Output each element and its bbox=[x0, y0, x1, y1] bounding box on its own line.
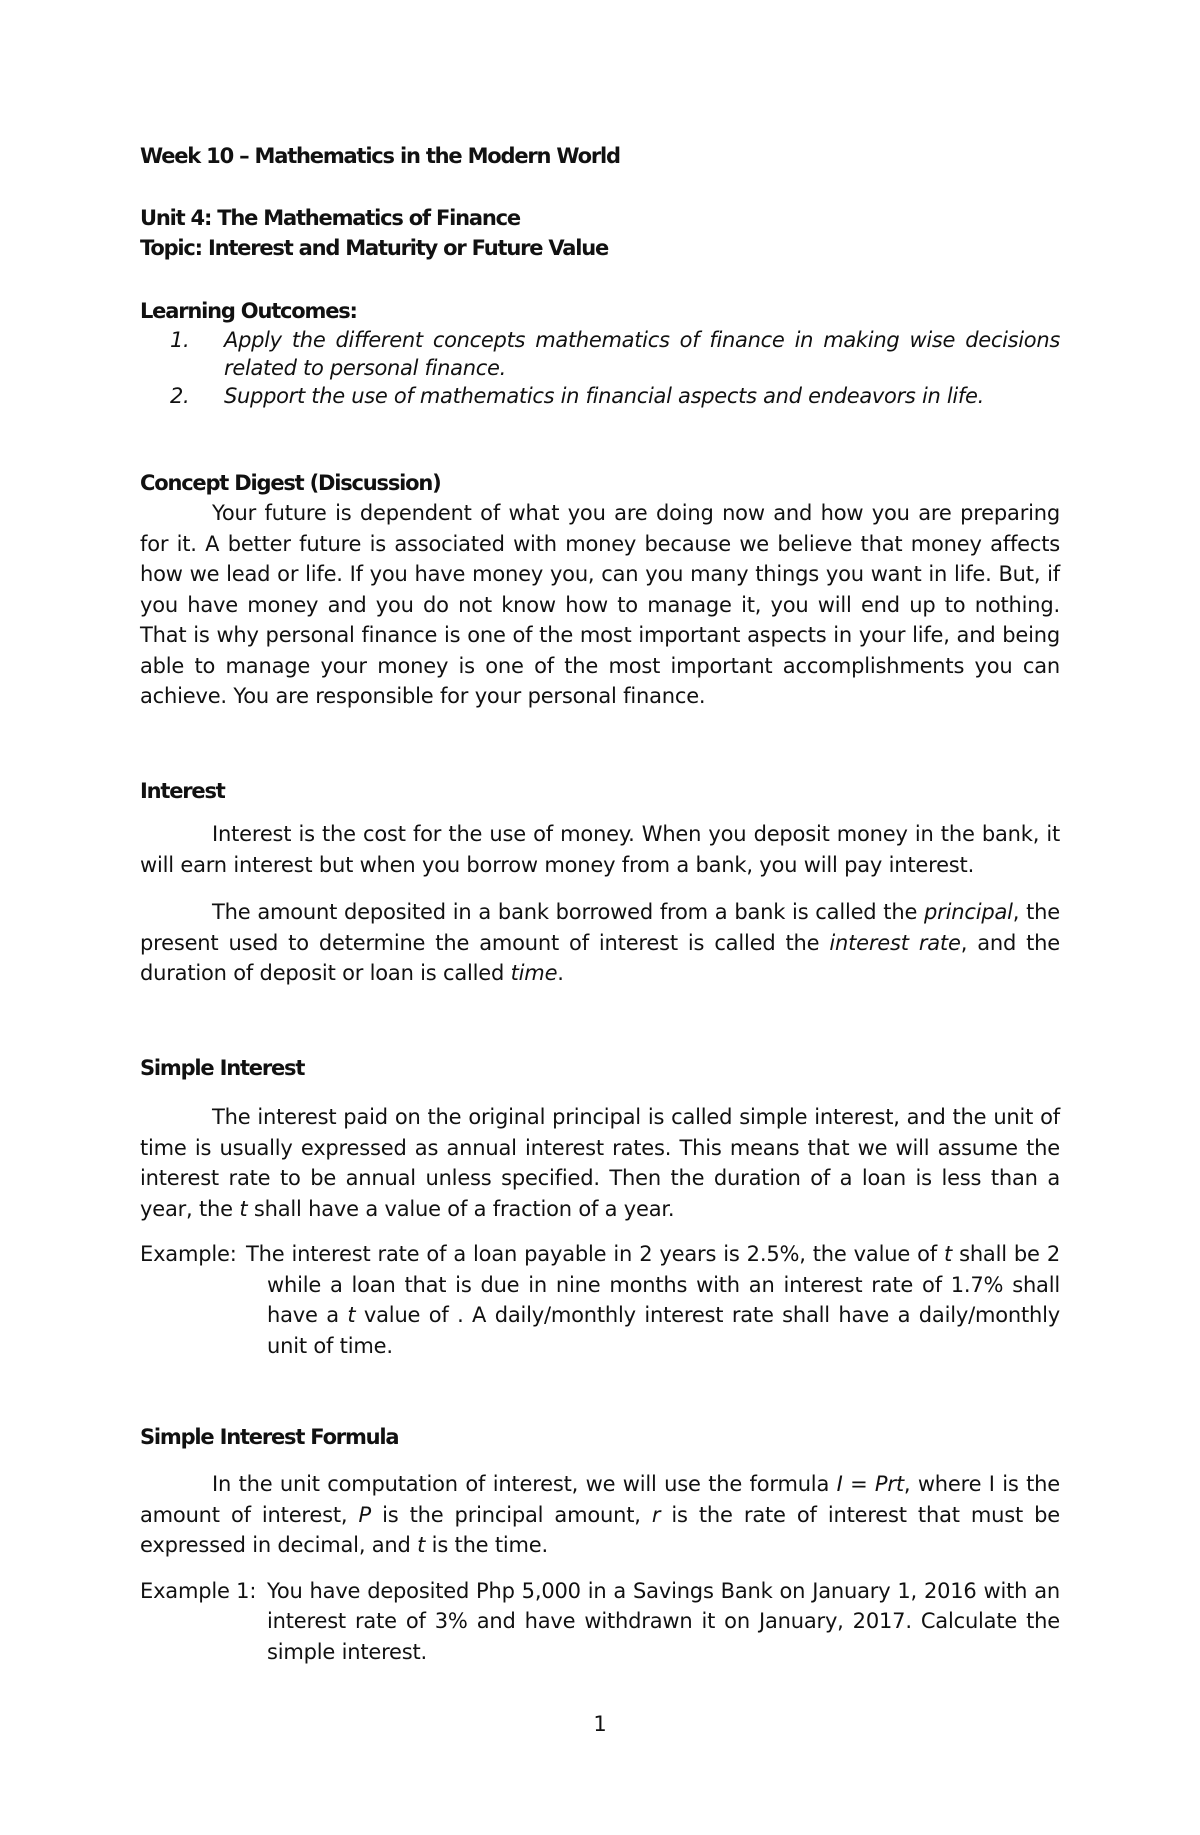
outcome-text: Support the use of mathematics in financial aspects and endeavors in life. bbox=[224, 384, 985, 408]
text-run: In the unit computation of interest, we will use the formula bbox=[212, 1472, 837, 1496]
variable-t: t bbox=[417, 1533, 426, 1557]
variable-t: t bbox=[943, 1242, 953, 1266]
text-run: , the present used to determine the amount of interest is called the bbox=[140, 900, 1060, 955]
text-run: , and the duration of deposit or loan is called bbox=[140, 930, 1060, 985]
outcome-text: Apply the different concepts mathematics of finance in making wise decisions related to personal finance. bbox=[224, 328, 1060, 380]
text-run: shall be 2 while a loan that is due in nine months with an interest rate of 1.7% shall have a bbox=[267, 1242, 1060, 1327]
outcomes-list bbox=[140, 326, 1060, 410]
formula-heading: Simple Interest Formula bbox=[140, 1425, 399, 1449]
example-text: You have deposited Php 5,000 in a Savings Bank on January 1, 2016 with an interest rate of 3% and have withdrawn it on January, 2017. Calculate the simple interest. bbox=[267, 1578, 1060, 1664]
document-page bbox=[140, 0, 1060, 1835]
simple-interest-section bbox=[140, 1053, 1060, 1361]
simple-interest-formula-section bbox=[140, 1422, 1060, 1667]
simple-interest-example bbox=[140, 1239, 1060, 1361]
concept-digest-section bbox=[140, 468, 1060, 712]
outcome-item bbox=[140, 382, 1060, 410]
term-time: time bbox=[510, 961, 558, 985]
interest-paragraph-2 bbox=[140, 897, 1060, 989]
text-run: The amount deposited in a bank borrowed from a bank is called the bbox=[212, 900, 925, 924]
text-run: , where I is the amount of interest, bbox=[140, 1472, 1060, 1527]
concept-heading: Concept Digest (Discussion) bbox=[140, 471, 441, 495]
variable-r: r bbox=[651, 1502, 661, 1527]
learning-outcomes bbox=[140, 296, 1060, 410]
outcome-item bbox=[140, 326, 1060, 382]
simple-interest-paragraph bbox=[140, 1102, 1060, 1224]
title-block bbox=[140, 141, 1060, 171]
term-principal: principal bbox=[924, 900, 1013, 924]
example-text bbox=[140, 1239, 1060, 1361]
concept-paragraph: Your future is dependent of what you are doing now and how you are preparing for it. A better future is associated with money because we believe that money affects how we lead or life. If you have money you, can you many things you want in life. But, if you have money and you do not know how to manage it, you will end up to nothing. That is why personal finance is one of the most important aspects in your life, and being able to manage your money is one of the most important accomplishments you can achieve. You are responsible for your personal finance. bbox=[140, 501, 1060, 708]
example-label: Example: bbox=[140, 1242, 237, 1266]
example-label: Example 1: bbox=[140, 1578, 257, 1603]
unit-topic-block bbox=[140, 203, 1060, 263]
formula-paragraph bbox=[140, 1469, 1060, 1561]
interest-paragraph-1: Interest is the cost for the use of money. When you deposit money in the bank, it will earn interest but when you borrow money from a bank, you will pay interest. bbox=[140, 822, 1060, 877]
document-title: Week 10 – Mathematics in the Modern World bbox=[140, 144, 620, 168]
text-run: is the rate of interest that must be expressed in decimal, and bbox=[140, 1502, 1061, 1557]
variable-t: t bbox=[239, 1196, 248, 1221]
unit-heading: Unit 4: The Mathematics of Finance bbox=[140, 206, 520, 230]
interest-heading: Interest bbox=[140, 779, 225, 803]
variable-p: P bbox=[358, 1502, 371, 1527]
text-run: shall have a value of a fraction of a year. bbox=[247, 1196, 675, 1221]
text-run: value of . A daily/monthly interest rate shall have a daily/monthly unit of time. bbox=[267, 1303, 1060, 1358]
text-run: The interest rate of a loan payable in 2 years is 2.5%, the value of bbox=[246, 1242, 944, 1266]
variable-t: t bbox=[347, 1303, 356, 1327]
outcome-number: 1. bbox=[170, 328, 190, 352]
formula-example-1 bbox=[140, 1576, 1060, 1668]
topic-heading: Topic: Interest and Maturity or Future Value bbox=[140, 236, 609, 260]
text-run: is the principal amount, bbox=[370, 1502, 652, 1527]
page-number: 1 bbox=[593, 1712, 607, 1736]
interest-section bbox=[140, 776, 1060, 989]
outcome-number: 2. bbox=[170, 384, 190, 408]
formula-equation: I = Prt bbox=[836, 1472, 904, 1496]
simple-interest-heading: Simple Interest bbox=[140, 1056, 305, 1080]
text-run: is the time. bbox=[425, 1533, 548, 1557]
text-run: . bbox=[557, 961, 564, 985]
outcomes-heading: Learning Outcomes: bbox=[140, 299, 357, 323]
text-run: The interest paid on the original principal is called simple interest, and the unit of time is usually expressed as annual interest rates. This means that we will assume the interest rate to be annual unless specified. Then the duration of a loan is less than a year, the bbox=[140, 1105, 1060, 1221]
term-interest-rate: interest rate bbox=[829, 930, 961, 955]
